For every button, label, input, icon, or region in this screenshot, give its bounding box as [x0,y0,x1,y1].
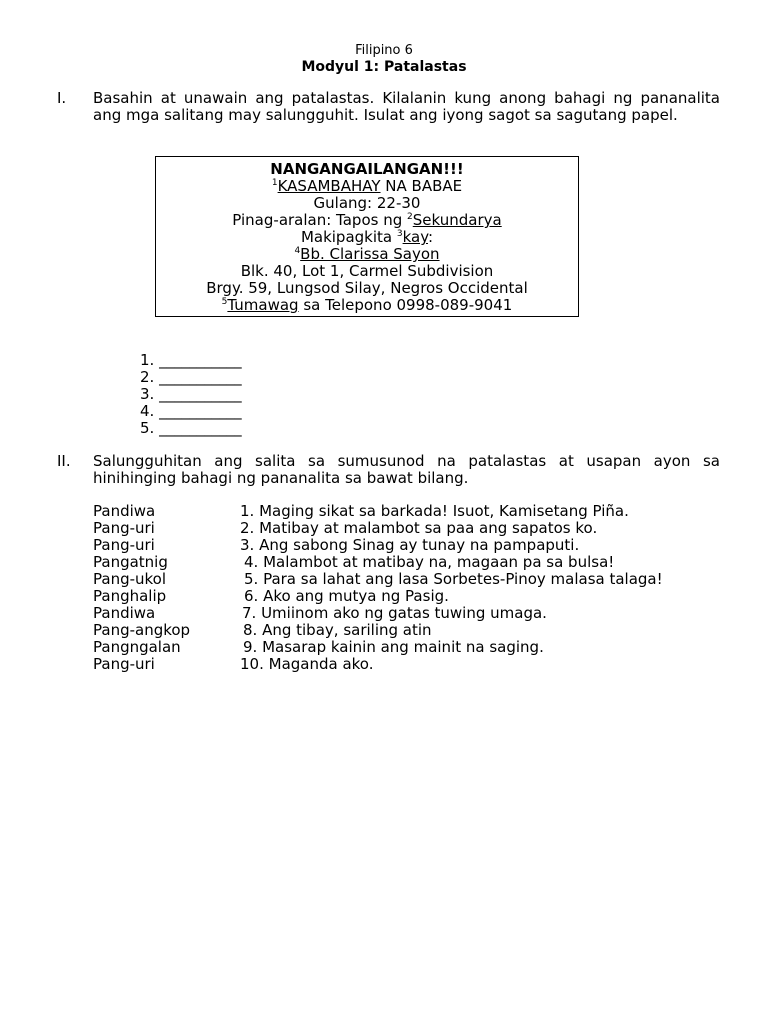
answer-blank: 2. ___________ [140,368,242,386]
item-sentence: 4. Malambot at matibay na, magaan pa sa bulsa! [244,553,615,571]
exercise-item [93,622,733,639]
marker-3: 3 [396,229,403,239]
part-of-speech: Pandiwa [93,502,156,520]
underlined-word-2: Sekundarya [412,211,502,229]
underlined-word-1: KASAMBAHAY [277,177,381,195]
item-sentence: 10. Maganda ako. [240,655,374,673]
item-sentence: 5. Para sa lahat ang lasa Sorbetes-Pinoy malasa talaga! [244,570,663,588]
exercise-item [93,639,733,656]
ad-line-position: $^1$KASAMBAHAY NA BABAE [271,177,463,195]
part-1-instruction-line-1: Basahin at unawain ang patalastas. Kilalanin kung anong bahagi ng pananalita [93,89,720,107]
item-sentence: 3. Ang sabong Sinag ay tunay na pampaputi. [240,536,580,554]
exercise-item [93,554,733,571]
ad-line-address-1: Blk. 40, Lot 1, Carmel Subdivision [240,262,494,280]
exercise-item [93,571,733,588]
answer-blank: 1. ___________ [140,351,242,369]
item-sentence: 8. Ang tibay, sariling atin [243,621,432,639]
item-sentence: 7. Umiinom ako ng gatas tuwing umaga. [242,604,547,622]
exercise-item [93,537,733,554]
underlined-word-5: Tumawag [227,296,299,314]
part-2-instruction-line-2: hinihinging bahagi ng pananalita sa bawat bilang. [93,469,469,487]
exercise-items [93,503,733,673]
underlined-word-4: Bb. Clarissa Sayon [300,245,440,263]
item-sentence: 2. Matibay at malambot sa paa ang sapatos ko. [240,519,598,537]
part-2-instruction [93,453,720,487]
part-2-numeral: II. [57,452,71,470]
marker-4: 4 [294,246,301,256]
ad-line-phone: $^5$Tumawag sa Telepono 0998-089-9041 [221,296,513,314]
part-1-instruction-line-2: ang mga salitang may salungguhit. Isulat ang iyong sagot sa sagutang papel. [93,106,678,124]
exercise-item [93,588,733,605]
part-of-speech: Pangatnig [93,553,168,571]
answer-blanks [140,352,242,437]
part-of-speech: Pang-ukol [93,570,167,588]
exercise-item [93,503,733,520]
module-title: Modyul 1: Patalastas [301,59,467,75]
part-of-speech: Panghalip [93,587,167,605]
item-sentence: 6. Ako ang mutya ng Pasig. [244,587,449,605]
ad-line-education: Pinag-aralan: Tapos ng $^2$Sekundarya [232,211,502,229]
exercise-item [93,605,733,622]
part-of-speech: Pang-uri [93,655,155,673]
exercise-item [93,656,733,673]
ad-line-contact-name [156,246,578,263]
item-sentence: 1. Maging sikat sa barkada! Isuot, Kamisetang Piña. [240,502,629,520]
ad-line-address-2: Brgy. 59, Lungsod Silay, Negros Occidental [206,279,528,297]
ad-line-meet: Makipagkita $^3$kay: [300,228,434,246]
part-of-speech: Pang-uri [93,536,155,554]
answer-blank: 3. ___________ [140,385,242,403]
marker-1: 1 [271,178,278,188]
ad-line-age: Gulang: 22-30 [313,194,421,212]
answer-blank: 4. ___________ [140,402,242,420]
ad-title: NANGANGAILANGAN!!! [270,160,464,178]
part-2-instruction-line-1: Salungguhitan ang salita sa sumusunod na patalastas at usapan ayon sa [93,452,720,470]
part-of-speech: Pandiwa [93,604,156,622]
answer-blank: 5. ___________ [140,419,242,437]
part-of-speech: Pang-uri [93,519,155,537]
part-1-numeral: I. [57,89,67,107]
subject-label: Filipino 6 [355,43,413,58]
advertisement-box [155,156,579,317]
page-header [0,43,768,75]
part-of-speech: Pang-angkop [93,621,191,639]
part-1-instruction [93,90,720,124]
underlined-word-3: kay [402,228,428,246]
marker-2: 2 [407,212,413,222]
marker-5: 5 [221,297,228,307]
exercise-item [93,520,733,537]
part-of-speech: Pangngalan [93,638,181,656]
item-sentence: 9. Masarap kainin ang mainit na saging. [243,638,544,656]
